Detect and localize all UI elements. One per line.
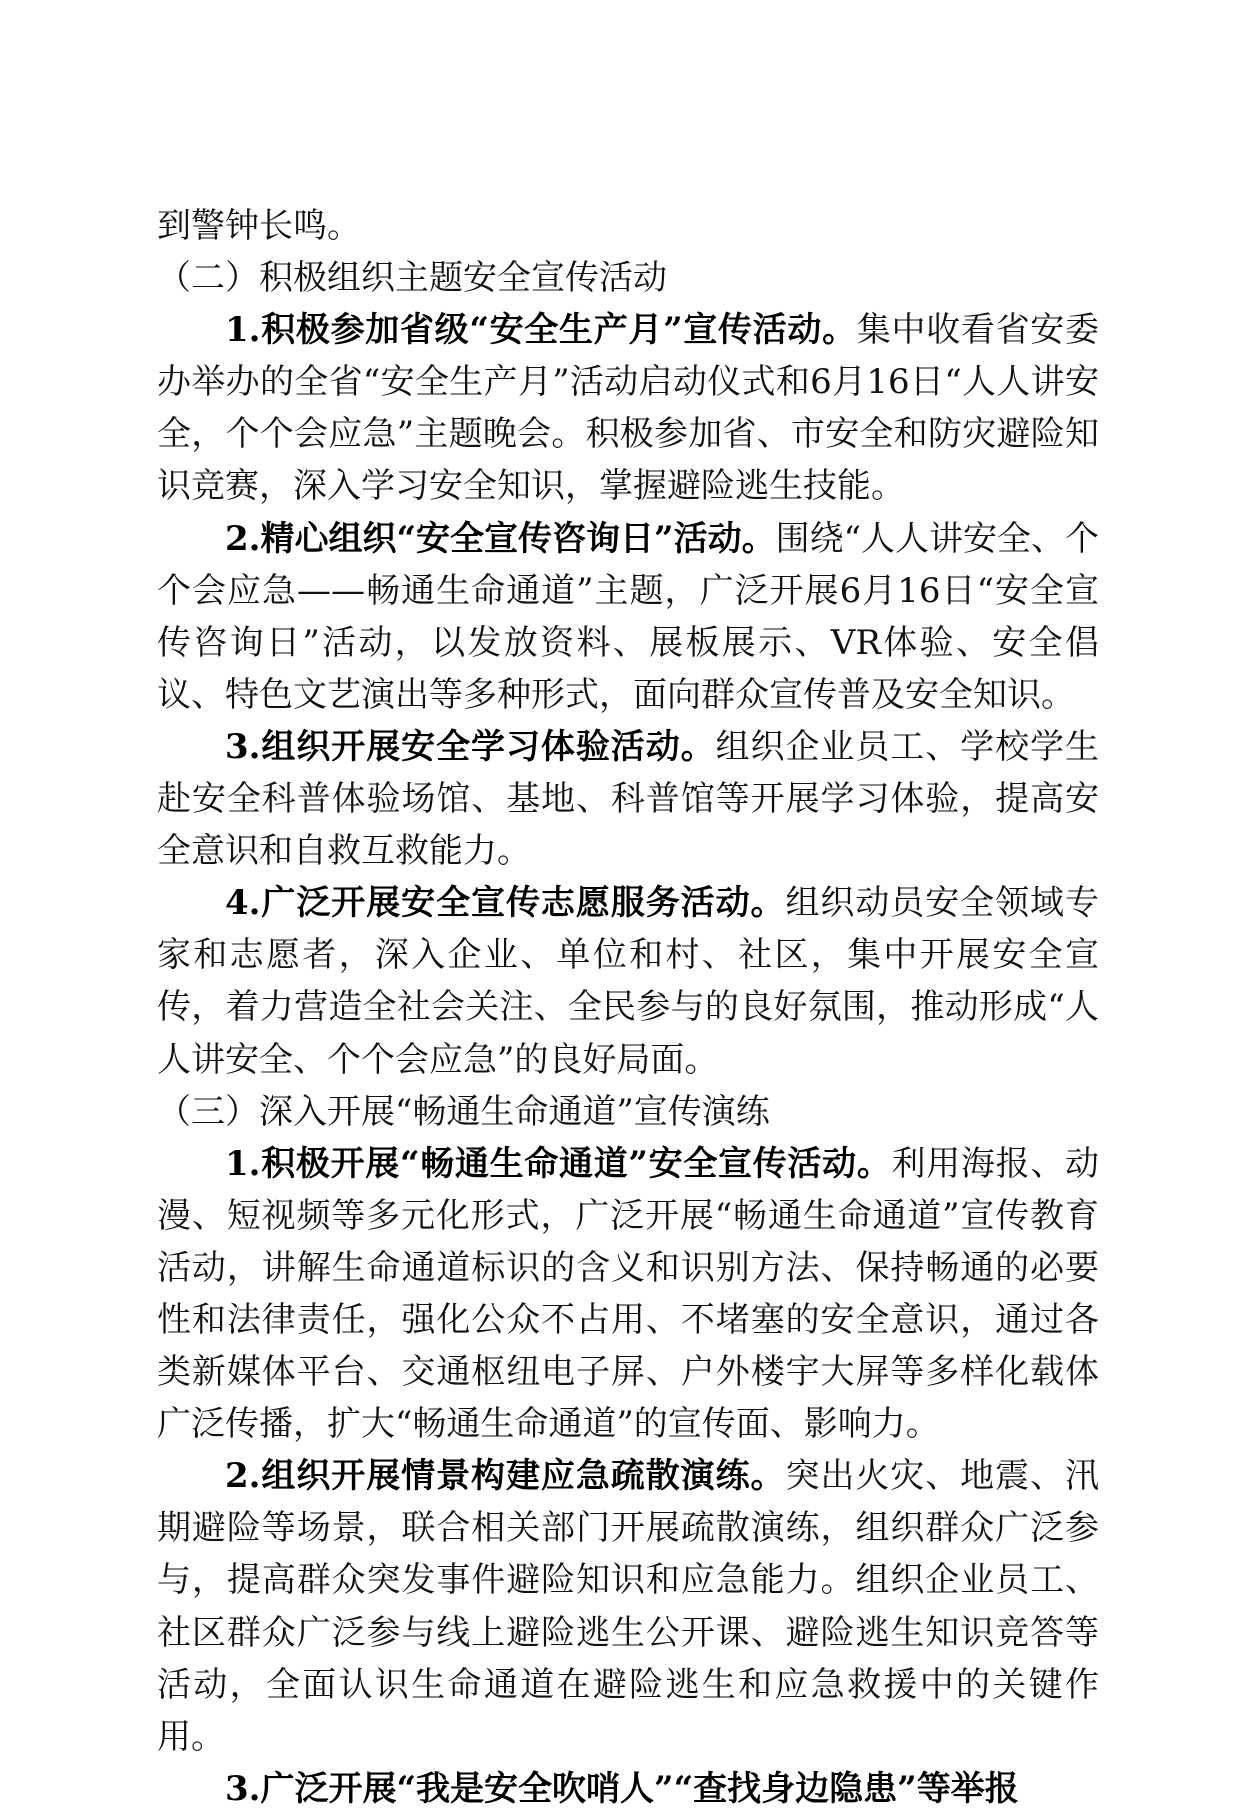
item-lead-bold: 4.广泛开展安全宣传志愿服务活动。 — [225, 883, 786, 924]
paragraph-text: 到警钟长鸣。 — [157, 206, 361, 246]
paragraph-continuation — [157, 200, 1099, 252]
item-lead-bold: 2.组织开展情景构建应急疏散演练。 — [225, 1456, 786, 1497]
item-body: 突出火灾、地震、汛期避险等场景，联合相关部门开展疏散演练，组织群众广泛参与，提高群众突发事件避险知识和应急能力。组织企业员工、社区群众广泛参与线上避险逃生公开课、避险逃生知识竞答等活动，全面认识生命通道在避险逃生和应急救援中的关键作用。 — [157, 1456, 1099, 1757]
item-body: 组织企业员工、学校学生赴安全科普体验场馆、基地、科普馆等开展学习体验，提高安全意识和自救互救能力。 — [157, 726, 1099, 872]
item-paragraph — [157, 1450, 1099, 1763]
item-body: 利用海报、动漫、短视频等多元化形式，广泛开展“畅通生命通道”宣传教育活动，讲解生命通道标识的含义和识别方法、保持畅通的必要性和法律责任，强化公众不占用、不堵塞的安全意识，通过各类新媒体平台、交通枢纽电子屏、户外楼宇大屏等多样化载体广泛传播，扩大“畅通生命通道”的宣传面、影响力。 — [157, 1143, 1100, 1445]
item-body: 集中收看省安委办举办的全省“安全生产月”活动启动仪式和6月16日“人人讲安全，个个会应急”主题晚会。积极参加省、市安全和防灾避险知识竞赛，深入学习安全知识，掌握避险逃生技能。 — [157, 310, 1100, 507]
item-lead-bold: 1.积极参加省级“安全生产月”宣传活动。 — [225, 310, 857, 351]
item-paragraph — [157, 721, 1099, 877]
section-heading-2 — [157, 252, 1099, 304]
section-heading-3 — [157, 1086, 1099, 1138]
item-body: 组织动员安全领域专家和志愿者，深入企业、单位和村、社区，集中开展安全宣传，着力营造全社会关注、全民参与的良好氛围，推动形成“人人讲安全、个个会应急”的良好局面。 — [157, 883, 1099, 1080]
item-paragraph — [157, 304, 1099, 512]
document-body — [157, 200, 1099, 1815]
item-body: 围绕“人人讲安全、个个会应急——畅通生命通道”主题，广泛开展6月16日“安全宣传咨询日”活动，以发放资料、展板展示、VR体验、安全倡议、特色文艺演出等多种形式，面向群众宣传普及安全知识。 — [157, 518, 1099, 715]
item-paragraph — [157, 1138, 1099, 1451]
item-paragraph — [157, 513, 1099, 721]
item-lead-bold: 3.广泛开展“我是安全吹哨人”“查找身边隐患”等举报 — [225, 1768, 1019, 1809]
item-lead-bold: 1.积极开展“畅通生命通道”安全宣传活动。 — [225, 1143, 892, 1184]
item-lead-bold: 2.精心组织“安全宣传咨询日”活动。 — [225, 518, 776, 559]
item-lead-bold: 3.组织开展安全学习体验活动。 — [225, 726, 716, 767]
item-paragraph — [157, 877, 1099, 1085]
item-paragraph — [157, 1763, 1099, 1815]
heading-text: （二）积极组织主题安全宣传活动 — [157, 258, 667, 299]
heading-text: （三）深入开展“畅通生命通道”宣传演练 — [157, 1091, 770, 1132]
